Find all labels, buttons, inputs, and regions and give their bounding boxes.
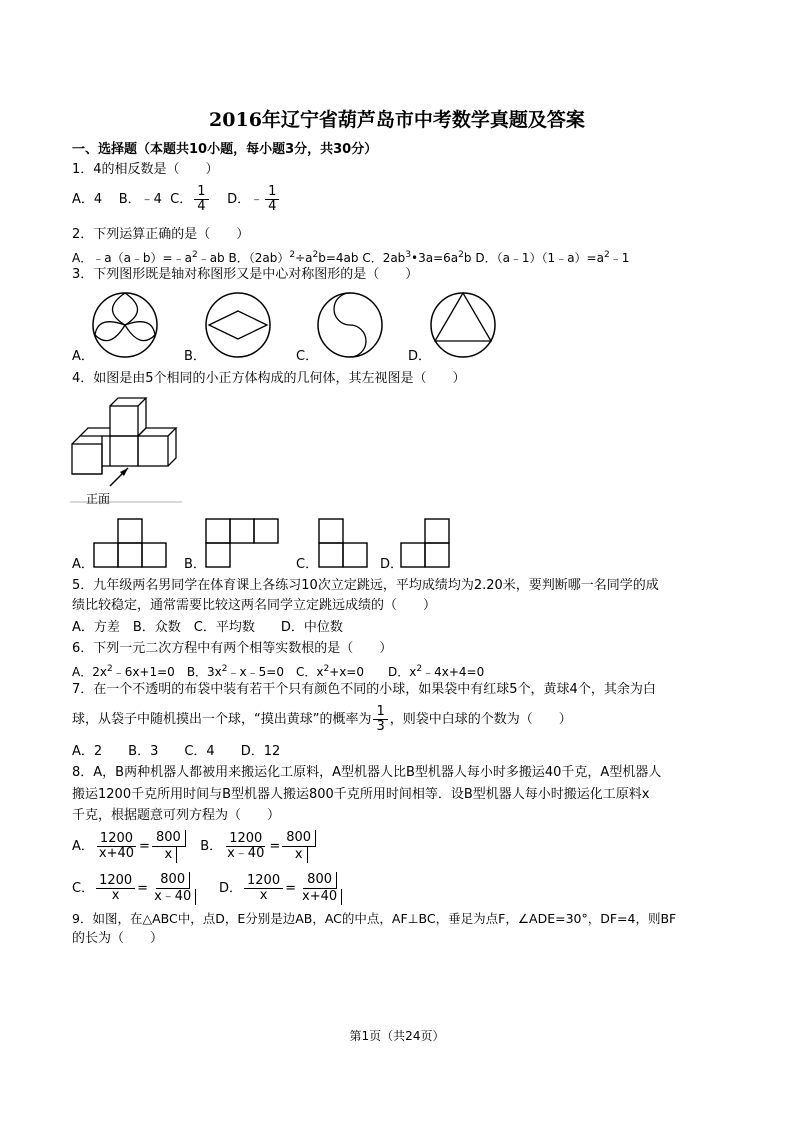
q8-options-cd: C． $\frac{1200}{x}$ = $\frac{800}{x﹣40}$ D． $\frac{1200}{x}$ = $\frac{800}{x+40}$ bbox=[72, 872, 344, 905]
page-title: 2016年辽宁省葫芦岛市中考数学真题及答案 bbox=[209, 109, 585, 131]
q5-stem-line-2: 绩比较稳定，通常需要比较这两名同学立定跳远成绩的（ ） bbox=[72, 598, 437, 613]
q6-options: A．$2x^2﹣6x+1=0$ B．$3x^2﹣x﹣5=0$ C．$x^2+x=0$ D．$x^2﹣4x+4=0$ bbox=[72, 664, 485, 679]
q4-option-a-figure bbox=[93, 517, 168, 569]
q7-stem-line-1: 7．在一个不透明的布袋中装有若干个只有颜色不同的小球，如果袋中有红球5个，黄球4个，其余为白 bbox=[72, 682, 656, 697]
q3-figure-b bbox=[203, 290, 273, 360]
q8-stem-line-2: 搬运1200千克所用时间与B型机器人搬运800千克所用时间相等．设B型机器人每小时搬运化工原料x bbox=[72, 787, 650, 802]
q3-figure-c bbox=[315, 290, 385, 360]
q8-d-left-fraction: $\frac{1200}{x}$ bbox=[244, 874, 283, 903]
q4-solid-figure bbox=[70, 393, 185, 505]
q3-label-a: A． bbox=[72, 349, 94, 364]
q1-option-d-label: D． bbox=[227, 192, 251, 207]
q3-label-b: B． bbox=[184, 349, 206, 364]
q8-c-right-fraction: $\frac{800}{x﹣40}$ bbox=[150, 872, 196, 905]
q1-option-c-fraction: $\frac{1}{4}$ bbox=[194, 185, 208, 214]
q3-figure-d bbox=[428, 290, 498, 360]
q8-stem-line-3: 千克，根据题意可列方程为（ ） bbox=[72, 808, 281, 823]
q1-option-d-fraction: $\frac{1}{4}$ bbox=[265, 185, 279, 214]
q4-label-d: D． bbox=[380, 557, 404, 572]
q3-figure-a bbox=[90, 290, 160, 360]
q7-stem-line-2: 球，从袋子中随机摸出一个球，“摸出黄球”的概率为 $\frac{1}{3}$ ，则袋中白球的个数为（ ） bbox=[72, 704, 572, 734]
q5-stem-line-1: 5．九年级两名男同学在体育课上各练习10次立定跳远，平均成绩均为2.20米，要判断哪一名同学的成 bbox=[72, 578, 659, 593]
q4-option-c-figure bbox=[318, 517, 373, 569]
q9-stem-line-1: 9．如图，在△ABC中，点D，E分别是边AB，AC的中点，AF⊥BC，垂足为点F，∠ADE=30°，DF=4，则BF bbox=[72, 911, 677, 926]
q9-stem-line-2: 的长为（ ） bbox=[72, 931, 164, 946]
page-footer: 第1页（共24页） bbox=[349, 1029, 445, 1043]
q4-front-label: 正面 bbox=[86, 492, 111, 506]
q8-a-left-fraction: $\frac{1200}{x+40}$ bbox=[98, 831, 135, 861]
q8-options-ab: A． $\frac{1200}{x+40}$ = $\frac{800}{x}$ B． $\frac{1200}{x﹣40}$ = $\frac{800}{x}$ bbox=[72, 830, 318, 863]
q3-label-c: C． bbox=[296, 349, 319, 364]
section-heading: 一、选择题（本题共10小题，每小题3分，共30分） bbox=[72, 142, 378, 157]
q4-label-c: C． bbox=[296, 557, 319, 572]
q4-option-b-figure bbox=[205, 517, 280, 569]
q2-stem: 2．下列运算正确的是（ ） bbox=[72, 227, 250, 242]
q8-stem-line-1: 8．A，B两种机器人都被用来搬运化工原料，A型机器人比B型机器人每小时多搬运40千克，A型机器人 bbox=[72, 765, 662, 780]
q3-stem: 3．下列图形既是轴对称图形又是中心对称图形的是（ ） bbox=[72, 267, 419, 282]
q4-stem: 4．如图是由5个相同的小正方体构成的几何体，其左视图是（ ） bbox=[72, 371, 466, 386]
q2-options: A．$﹣a(a﹣b)=﹣a^2﹣ab$ B．$(2ab)^2\div a^2b=4ab$ C．$2ab^3•3a=6a^2b$ D．$(a﹣1)(1﹣a)=a^2﹣1$ bbox=[72, 250, 630, 265]
q1-option-a: A．4 bbox=[72, 192, 103, 207]
q3-label-d: D． bbox=[408, 349, 432, 364]
q5-options: A．方差 B．众数 C．平均数 D．中位数 bbox=[72, 620, 343, 635]
q1-stem: 1．4的相反数是（ ） bbox=[72, 162, 219, 177]
q8-d-right-fraction: $\frac{800}{x+40}$ bbox=[298, 872, 342, 905]
q4-option-d-figure bbox=[400, 517, 455, 569]
q4-label-a: A． bbox=[72, 557, 94, 572]
q8-b-left-fraction: $\frac{1200}{x﹣40}$ bbox=[227, 831, 265, 861]
q8-c-left-fraction: $\frac{1200}{x}$ bbox=[96, 874, 135, 903]
q8-b-right-fraction: $\frac{800}{x}$ bbox=[282, 830, 316, 863]
q4-label-b: B． bbox=[184, 557, 206, 572]
q7-options: A．2 B．3 C．4 D．12 bbox=[72, 744, 281, 759]
q1-option-c-label: C． bbox=[170, 192, 193, 207]
q6-stem: 6．下列一元二次方程中有两个相等实数根的是（ ） bbox=[72, 641, 393, 656]
q1-option-b: B．﹣4 bbox=[118, 192, 162, 207]
q1-options: A．4 B．﹣4 C． $\frac{1}{4}$ D．﹣ $\frac{1}{4}$ bbox=[72, 185, 281, 214]
q7-probability-fraction: $\frac{1}{3}$ bbox=[373, 705, 387, 734]
q8-a-right-fraction: $\frac{800}{x}$ bbox=[152, 830, 186, 863]
